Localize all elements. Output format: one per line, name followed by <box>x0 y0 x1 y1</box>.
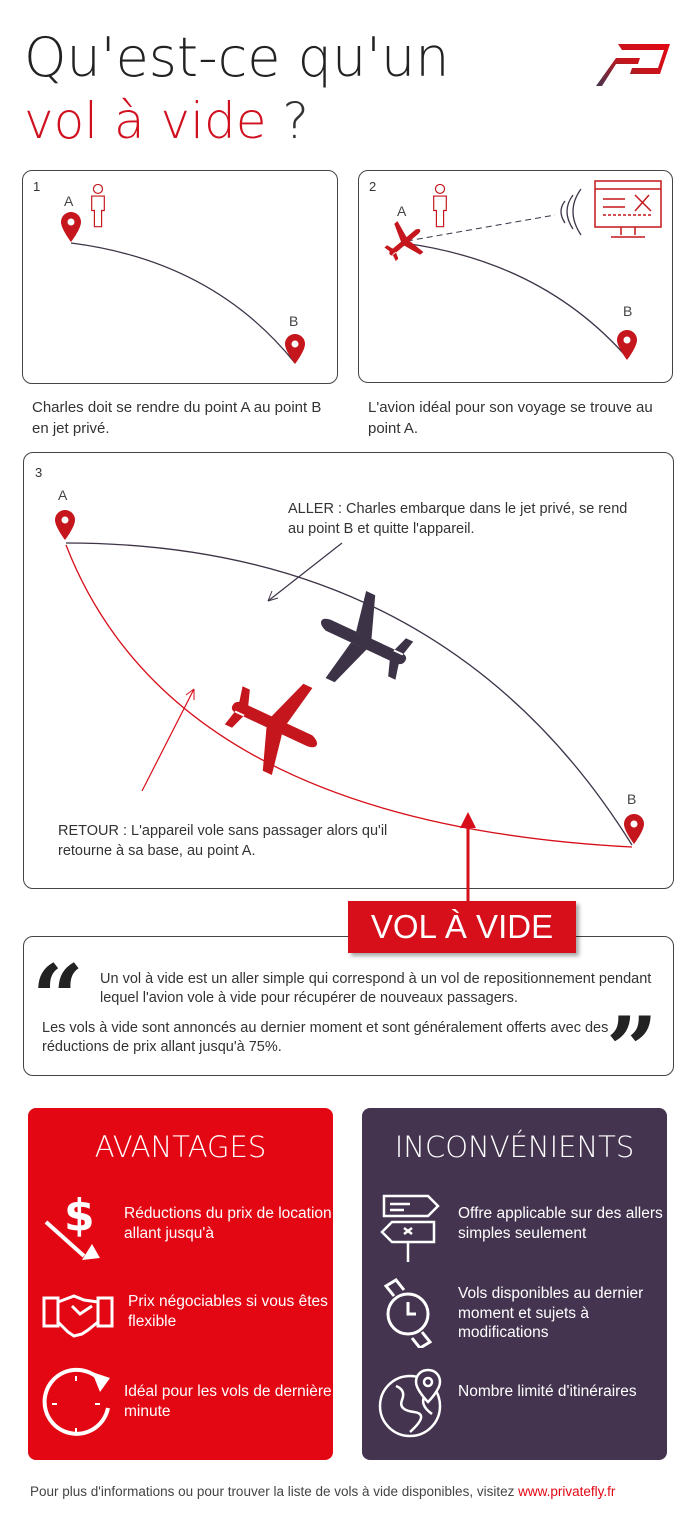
round-trip-diagram <box>24 453 675 890</box>
globe-pin-icon <box>376 1364 446 1440</box>
monitor-icon <box>595 181 661 237</box>
clock-arrow-icon <box>42 1364 122 1444</box>
empty-leg-label: VOL À VIDE <box>348 901 576 953</box>
disadvantage-text: Offre applicable sur des allers simples seulement <box>458 1205 663 1242</box>
disadvantages-title: INCONVÉNIENTS <box>394 1130 635 1164</box>
point-a-label: A <box>397 203 407 219</box>
step1-caption: Charles doit se rendre du point A au point B en jet privé. <box>32 399 322 437</box>
point-a-label: A <box>58 487 68 503</box>
signal-icon <box>561 189 581 235</box>
advantages-card <box>28 1108 333 1460</box>
advantage-text: Prix négociables si vous êtes flexible <box>128 1293 328 1330</box>
step-number: 1 <box>33 179 41 194</box>
signpost-icon <box>376 1192 446 1264</box>
step1-panel <box>22 170 338 384</box>
website-link[interactable]: www.privatefly.fr <box>518 1484 616 1499</box>
step-number: 2 <box>369 179 377 194</box>
disadvantages-card <box>362 1108 667 1460</box>
step2-caption: L'avion idéal pour son voyage se trouve au point A. <box>368 399 653 437</box>
aller-note: ALLER : Charles embarque dans le jet privé, se rend au point B et quitte l'appareil. <box>288 501 628 537</box>
title-accent: vol à vide <box>24 92 267 150</box>
disadvantage-item <box>362 1364 667 1434</box>
step3-panel <box>23 452 674 889</box>
pin-b-icon <box>617 330 637 360</box>
footer <box>30 1484 615 1499</box>
advantage-item <box>28 1190 333 1260</box>
pin-a-icon <box>61 212 81 242</box>
point-b-label: B <box>627 791 637 807</box>
disadvantage-item <box>362 1192 667 1262</box>
advantage-item <box>28 1284 333 1354</box>
handshake-icon <box>42 1284 122 1344</box>
title-question-mark: ? <box>266 92 309 150</box>
close-quote-icon: ” <box>606 997 658 1103</box>
pin-a-icon <box>55 510 75 540</box>
point-b-label: B <box>623 303 633 319</box>
disadvantage-text: Vols disponibles au dernier moment et sujets à modifications <box>458 1285 644 1341</box>
empty-leg-offer-text: Les vols à vide sont annoncés au dernier moment et sont généralement offerts avec des réductions de prix allant jusqu'à 75%. <box>42 1020 609 1055</box>
definition-text: Un vol à vide est un aller simple qui correspond à un vol de repositionnement pendant lequel l'avion vole à vide pour récupérer de nouveaux passagers. <box>100 971 652 1006</box>
page-subtitle <box>24 92 309 150</box>
page-title: Qu'est-ce qu'un <box>24 26 450 89</box>
pin-b-icon <box>285 334 305 364</box>
watch-icon <box>376 1278 446 1348</box>
advantage-text: Idéal pour les vols de dernière minute <box>124 1383 332 1420</box>
route-diagram <box>23 171 339 385</box>
open-quote-icon: “ <box>32 945 84 1051</box>
person-icon <box>434 184 447 226</box>
privatefly-logo <box>594 38 672 88</box>
point-a-label: A <box>64 193 74 209</box>
advantages-title: AVANTAGES <box>94 1130 267 1164</box>
empty-leg-arrow-icon <box>455 810 481 902</box>
svg-text:$: $ <box>64 1190 95 1241</box>
step-number: 3 <box>35 465 43 480</box>
step2-panel <box>358 170 673 383</box>
disadvantage-item <box>362 1278 667 1348</box>
advantage-item <box>28 1364 333 1434</box>
point-b-label: B <box>289 313 299 329</box>
definition-box <box>23 936 674 1103</box>
plane-return-icon <box>213 660 338 786</box>
retour-note: RETOUR : L'appareil vole sans passager alors qu'il retourne à sa base, au point A. <box>58 823 388 859</box>
pin-b-icon <box>624 814 644 844</box>
plane-outbound-icon <box>300 579 425 705</box>
route-diagram <box>359 171 674 384</box>
footer-text: Pour plus d'informations ou pour trouver la liste de vols à vide disponibles, visitez <box>30 1484 519 1499</box>
advantage-text: Réductions du prix de location allant jusqu'à <box>124 1205 332 1242</box>
person-icon <box>92 184 105 226</box>
disadvantage-text: Nombre limité d'itinéraires <box>458 1383 637 1400</box>
dollar-down-icon <box>42 1190 122 1262</box>
plane-icon <box>377 214 433 270</box>
